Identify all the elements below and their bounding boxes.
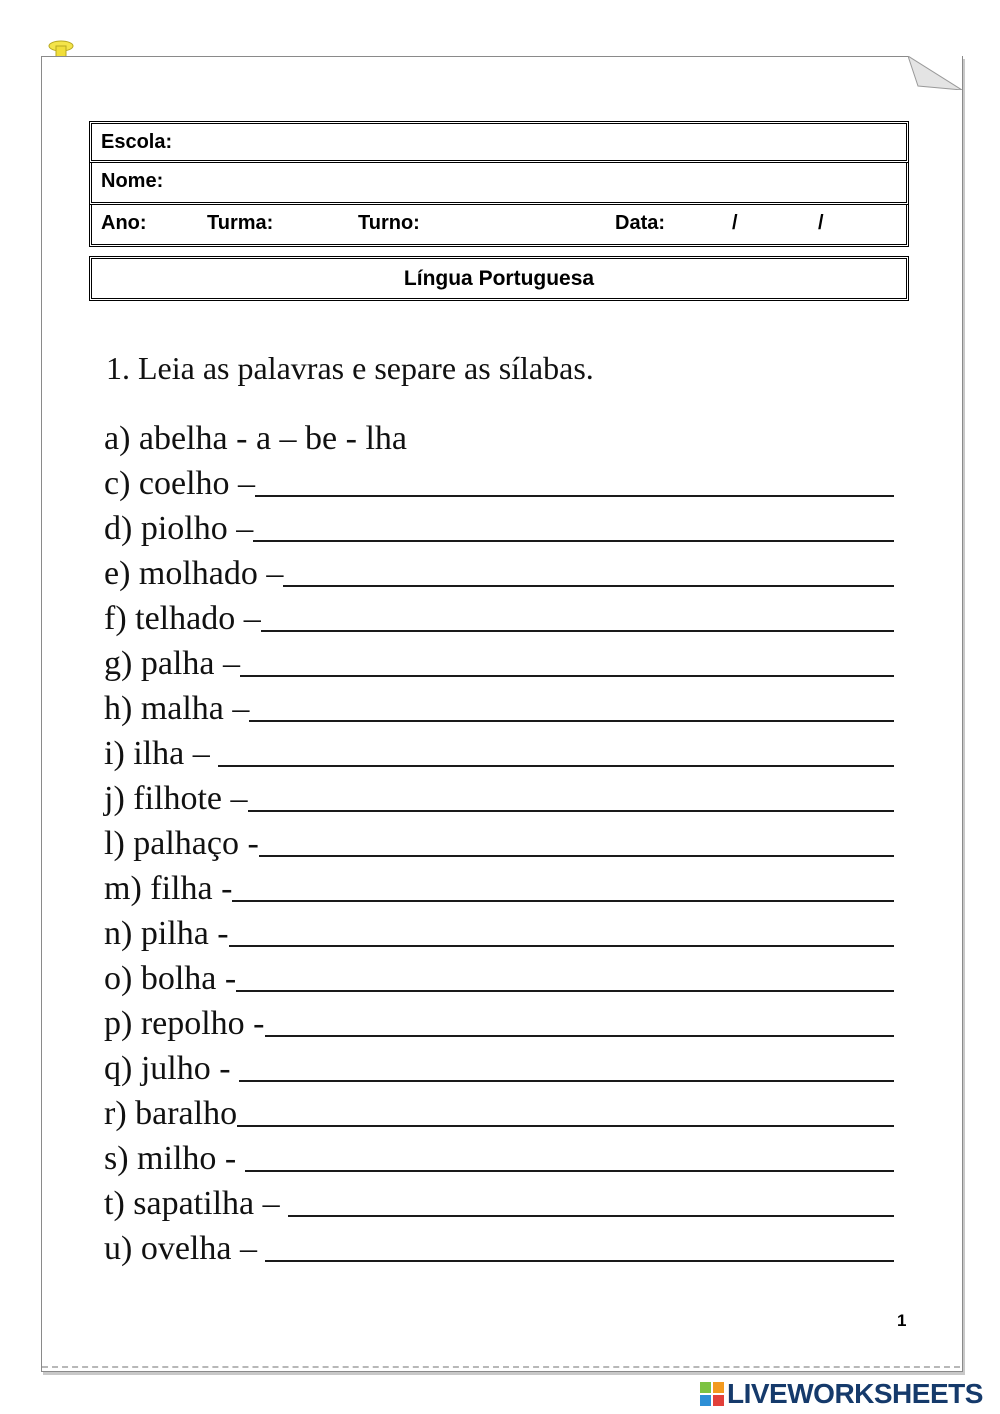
item-label: g) palha –: [104, 645, 240, 682]
list-item: [104, 907, 894, 951]
list-item: [104, 997, 894, 1041]
page-number: 1: [897, 1311, 907, 1330]
date-separator: /: [732, 212, 738, 234]
list-item: [104, 772, 894, 816]
item-label: p) repolho -: [104, 1005, 265, 1042]
answer-line[interactable]: [253, 540, 894, 542]
escola-label: Escola:: [101, 131, 173, 153]
class-info-row: [89, 205, 909, 247]
answer-line[interactable]: [259, 855, 894, 857]
answer-line[interactable]: [218, 765, 894, 767]
answer-line[interactable]: [265, 1260, 894, 1262]
item-label: n) pilha -: [104, 915, 229, 952]
item-label: d) piolho –: [104, 510, 254, 547]
answer-line[interactable]: [239, 1080, 894, 1082]
list-item: [104, 1177, 894, 1221]
list-item: [104, 727, 894, 771]
liveworksheets-logo[interactable]: [700, 1378, 983, 1410]
item-label: s) milho -: [104, 1140, 245, 1177]
list-item: [104, 817, 894, 861]
nome-field: [89, 163, 909, 205]
item-label: a) abelha - a – be - lha: [104, 420, 407, 457]
list-item: [104, 862, 894, 906]
item-label: u) ovelha –: [104, 1230, 266, 1267]
item-label: r) baralho: [104, 1095, 238, 1132]
answer-line[interactable]: [248, 810, 894, 812]
answer-line[interactable]: [229, 945, 894, 947]
answer-line[interactable]: [255, 495, 894, 497]
date-separator: /: [818, 212, 824, 234]
turma-label: Turma:: [207, 212, 274, 234]
list-item: [104, 637, 894, 681]
list-item: [104, 1132, 894, 1176]
nome-label: Nome:: [101, 170, 164, 192]
question-title: 1. Leia as palavras e separe as sílabas.: [106, 350, 594, 386]
list-item: [104, 457, 894, 501]
ano-label: Ano:: [101, 212, 147, 234]
list-item: [104, 682, 894, 726]
answer-line[interactable]: [245, 1170, 894, 1172]
answer-line[interactable]: [240, 675, 894, 677]
list-item: [104, 592, 894, 636]
item-label: j) filhote –: [104, 780, 248, 817]
list-item: [104, 1087, 894, 1131]
subject-title: Língua Portuguesa: [89, 256, 909, 301]
list-item: [104, 547, 894, 591]
item-label: t) sapatilha –: [104, 1185, 289, 1222]
escola-field: [89, 121, 909, 163]
answer-line[interactable]: [249, 720, 894, 722]
page-bottom-edge: [42, 1366, 960, 1368]
item-label: m) filha -: [104, 870, 233, 907]
answer-line[interactable]: [236, 990, 894, 992]
item-label: i) ilha –: [104, 735, 219, 772]
item-label: f) telhado –: [104, 600, 261, 637]
turno-label: Turno:: [358, 212, 420, 234]
list-item: [104, 1042, 894, 1086]
item-label: h) malha –: [104, 690, 250, 727]
item-label: l) palhaço -: [104, 825, 259, 862]
answer-line[interactable]: [237, 1125, 894, 1127]
list-item: [104, 502, 894, 546]
item-label: o) bolha -: [104, 960, 237, 997]
answer-line[interactable]: [288, 1215, 894, 1217]
item-label: q) julho -: [104, 1050, 240, 1087]
item-label: e) molhado –: [104, 555, 284, 592]
brand-name: LIVEWORKSHEETS: [727, 1378, 983, 1409]
answer-line[interactable]: [283, 585, 894, 587]
list-item: [104, 412, 894, 456]
answer-line[interactable]: [232, 900, 894, 902]
answer-line[interactable]: [265, 1035, 894, 1037]
brand-grid-icon: [700, 1382, 724, 1406]
list-item: [104, 1222, 894, 1266]
page-fold-corner: [908, 56, 962, 90]
answer-line[interactable]: [261, 630, 894, 632]
data-label: Data:: [615, 212, 666, 234]
item-label: c) coelho –: [104, 465, 256, 502]
list-item: [104, 952, 894, 996]
